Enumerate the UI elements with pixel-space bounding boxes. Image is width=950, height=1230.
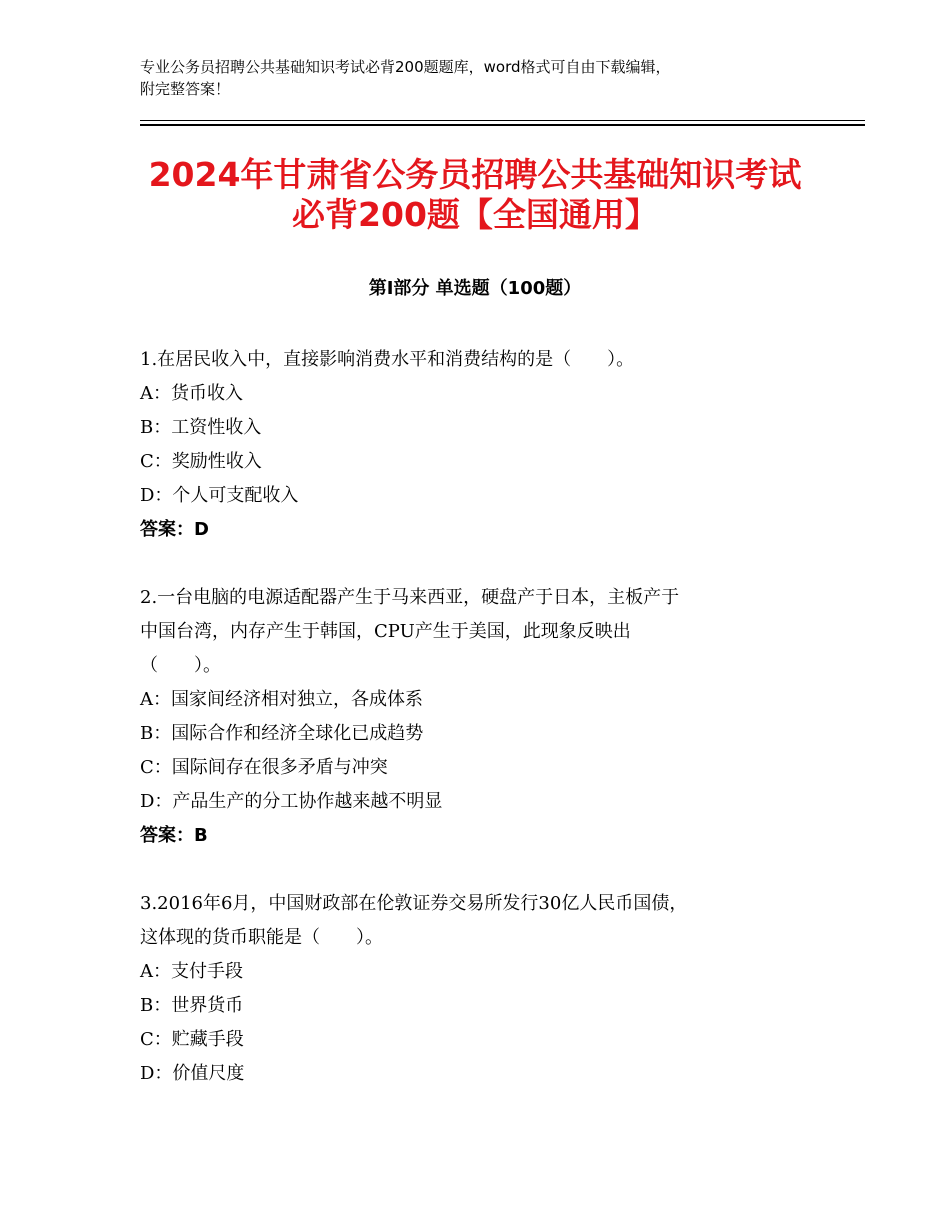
option-b: B：世界货币 — [140, 995, 244, 1016]
question-text-line-1: 3.2016年6月，中国财政部在伦敦证券交易所发行30亿人民币国债， — [140, 893, 688, 914]
option-c: C：奖励性收入 — [140, 451, 262, 472]
question-text: 1.在居民收入中，直接影响消费水平和消费结构的是（ ）。 — [140, 349, 635, 370]
question-text-line-2: 中国台湾，内存产生于韩国，CPU产生于美国，此现象反映出 — [140, 621, 631, 642]
answer-label: 答案：D — [140, 519, 209, 540]
option-c: C：国际间存在很多矛盾与冲突 — [140, 757, 388, 778]
question-1 — [140, 343, 820, 547]
question-2 — [140, 581, 820, 853]
option-a: A：货币收入 — [140, 383, 243, 404]
question-text-line-2: 这体现的货币职能是（ ）。 — [140, 927, 383, 948]
option-d: D：个人可支配收入 — [140, 485, 299, 506]
option-c: C：贮藏手段 — [140, 1029, 244, 1050]
question-list — [140, 343, 820, 1125]
question-3 — [140, 887, 820, 1091]
option-b: B：国际合作和经济全球化已成趋势 — [140, 723, 424, 744]
question-text-line-1: 2.一台电脑的电源适配器产生于马来西亚，硬盘产于日本，主板产于 — [140, 587, 680, 608]
header-note-line-1: 专业公务员招聘公共基础知识考试必背200题题库，word格式可自由下载编辑， — [140, 58, 671, 76]
section-heading: 第Ⅰ部分 单选题（100题） — [368, 278, 582, 299]
option-d: D：价值尺度 — [140, 1063, 245, 1084]
option-d: D：产品生产的分工协作越来越不明显 — [140, 791, 443, 812]
option-a: A：国家间经济相对独立，各成体系 — [140, 689, 423, 710]
question-text-line-3: （ ）。 — [140, 655, 221, 676]
title-line-1: 2024年甘肃省公务员招聘公共基础知识考试 — [148, 155, 802, 194]
answer-label: 答案：B — [140, 825, 208, 846]
option-b: B：工资性收入 — [140, 417, 262, 438]
header-note — [140, 56, 820, 100]
header-note-line-2: 附完整答案！ — [140, 80, 231, 98]
title-line-2: 必背200题【全国通用】 — [292, 195, 658, 234]
header-divider — [140, 120, 865, 126]
option-a: A：支付手段 — [140, 961, 243, 982]
document-title — [60, 155, 890, 235]
